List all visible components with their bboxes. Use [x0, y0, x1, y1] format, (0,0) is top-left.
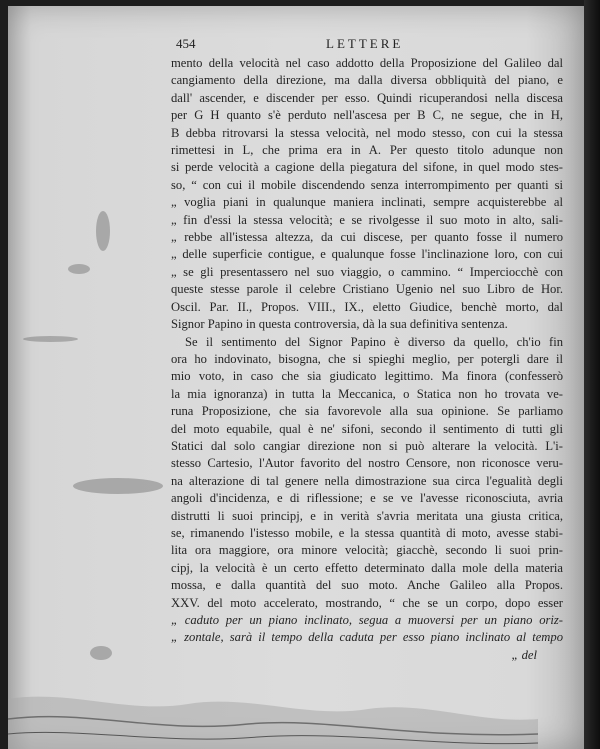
text-line: queste stesse parole il celebre Cristiano Ugenio nel suo Libro de Hor. — [171, 282, 563, 297]
text-line: „ fin d'essi la stessa velocità; e se rivolgesse il suo moto in alto, sali- — [171, 212, 563, 227]
text-line: Oscil. Par. II., Propos. VIII., IX., eletto Giudice, benchè morto, dal — [171, 299, 563, 314]
text-line: „ se gli presentassero nel suo viaggio, o cammino. “ Imperciocchè con — [171, 264, 563, 279]
text-line: se, rimanendo l'istesso mobile, e la stessa quantità di moto, avesse stabi- — [171, 525, 563, 540]
text-line: mio voto, in caso che sia giudicato legittimo. Ma finora (confesserò — [171, 369, 563, 384]
text-line: so, “ con cui il mobile discendendo senza interrompimento per quanti si — [171, 177, 563, 192]
paper-stain — [68, 264, 90, 274]
page-header — [176, 36, 562, 54]
text-line: stesso Cartesio, l'Autor favorito del nostro Censore, non riconosce veru- — [171, 456, 563, 471]
text-line: angoli d'incidenza, e di riflessione; e se ve l'avesse riconosciuta, avria — [171, 491, 563, 506]
text-line: „ voglia piani in qualunque maniera inclinati, sempre acquisterebbe al — [171, 195, 563, 210]
torn-page-edge — [8, 679, 538, 749]
book-page — [8, 6, 584, 749]
text-line: runa Proposizione, che sia favorevole alla sua opinione. Se parliamo — [171, 404, 563, 419]
text-line: na alterazione di tal genere nella dimostrazione sua circa l'egualità degli — [171, 473, 563, 488]
running-title: LETTERE — [326, 36, 404, 51]
text-line: „ caduto per un piano inclinato, segua a muoversi per un piano oriz- — [171, 613, 563, 627]
text-line: Signor Papino in questa controversia, dà la sua definitiva sentenza. — [171, 317, 508, 332]
text-line: cipj, la velocità è un certo effetto determinato dalla mole della materia — [171, 560, 563, 575]
paper-stain — [23, 336, 78, 342]
book-edge-shadow — [584, 0, 600, 749]
paper-stain — [96, 211, 110, 251]
body-text — [171, 55, 563, 664]
text-line: „ delle superficie contigue, e qualunque fosse l'inclinazione loro, con cui — [171, 247, 563, 262]
text-line: si perde velocità a cagione della piegatura del sifone, in quel modo stes- — [171, 160, 563, 175]
text-line: del moto equabile, qual è ne' sifoni, secondo il sentimento di tutti gli — [171, 421, 563, 436]
text-line: Statici dal solo cangiar direzione non si può alterare la velocità. L'i- — [171, 438, 563, 453]
paper-stain — [90, 646, 112, 660]
text-line: mento della velocità nel caso addotto della Proposizione del Galileo dal — [171, 56, 563, 70]
text-line: Se il sentimento del Signor Papino è diverso da quello, ch'io fin — [185, 334, 563, 349]
text-line: „ zontale, sarà il tempo della caduta per esso piano inclinato al tempo — [171, 630, 563, 645]
text-line: rimettesi in L, che prima era in A. Per questo titolo adunque non — [171, 143, 563, 158]
text-line: „ rebbe all'istessa altezza, da cui discese, per quanto fosse il numero — [171, 230, 563, 245]
text-line: „ del — [511, 647, 537, 662]
text-line: la mia ignoranza) in tutta la Meccanica, o Statica non ho trovata ve- — [171, 386, 563, 401]
text-line: distrutti li suoi principj, e in verità s'avria meritata una giusta critica, — [171, 508, 563, 523]
text-line: cangiamento della direzione, ma dalla diversa obbliquità del piano, e — [171, 73, 563, 88]
text-line: ora ho indovinato, bisogna, che si spieghi meglio, per potergli dare il — [171, 351, 563, 366]
text-line: XXV. del moto accelerato, mostrando, “ che se un corpo, dopo esser — [171, 595, 563, 610]
text-line: per G H quanto s'è perduto nell'ascesa per B C, ne segue, che in H, — [171, 108, 563, 123]
text-line: mossa, e dalla quantità del suo moto. Anche Galileo alla Propos. — [171, 578, 563, 593]
text-line: lita ora maggiore, ora minore velocità; giacchè, secondo li suoi prin- — [171, 543, 563, 558]
text-line: dall' ascender, e discender per esso. Quindi ricuperandosi nella discesa — [171, 90, 563, 105]
paper-stain — [73, 478, 163, 494]
text-line: B debba ritrovarsi la stessa velocità, nel modo stesso, con cui la stessa — [171, 125, 563, 140]
page-number: 454 — [176, 36, 196, 51]
